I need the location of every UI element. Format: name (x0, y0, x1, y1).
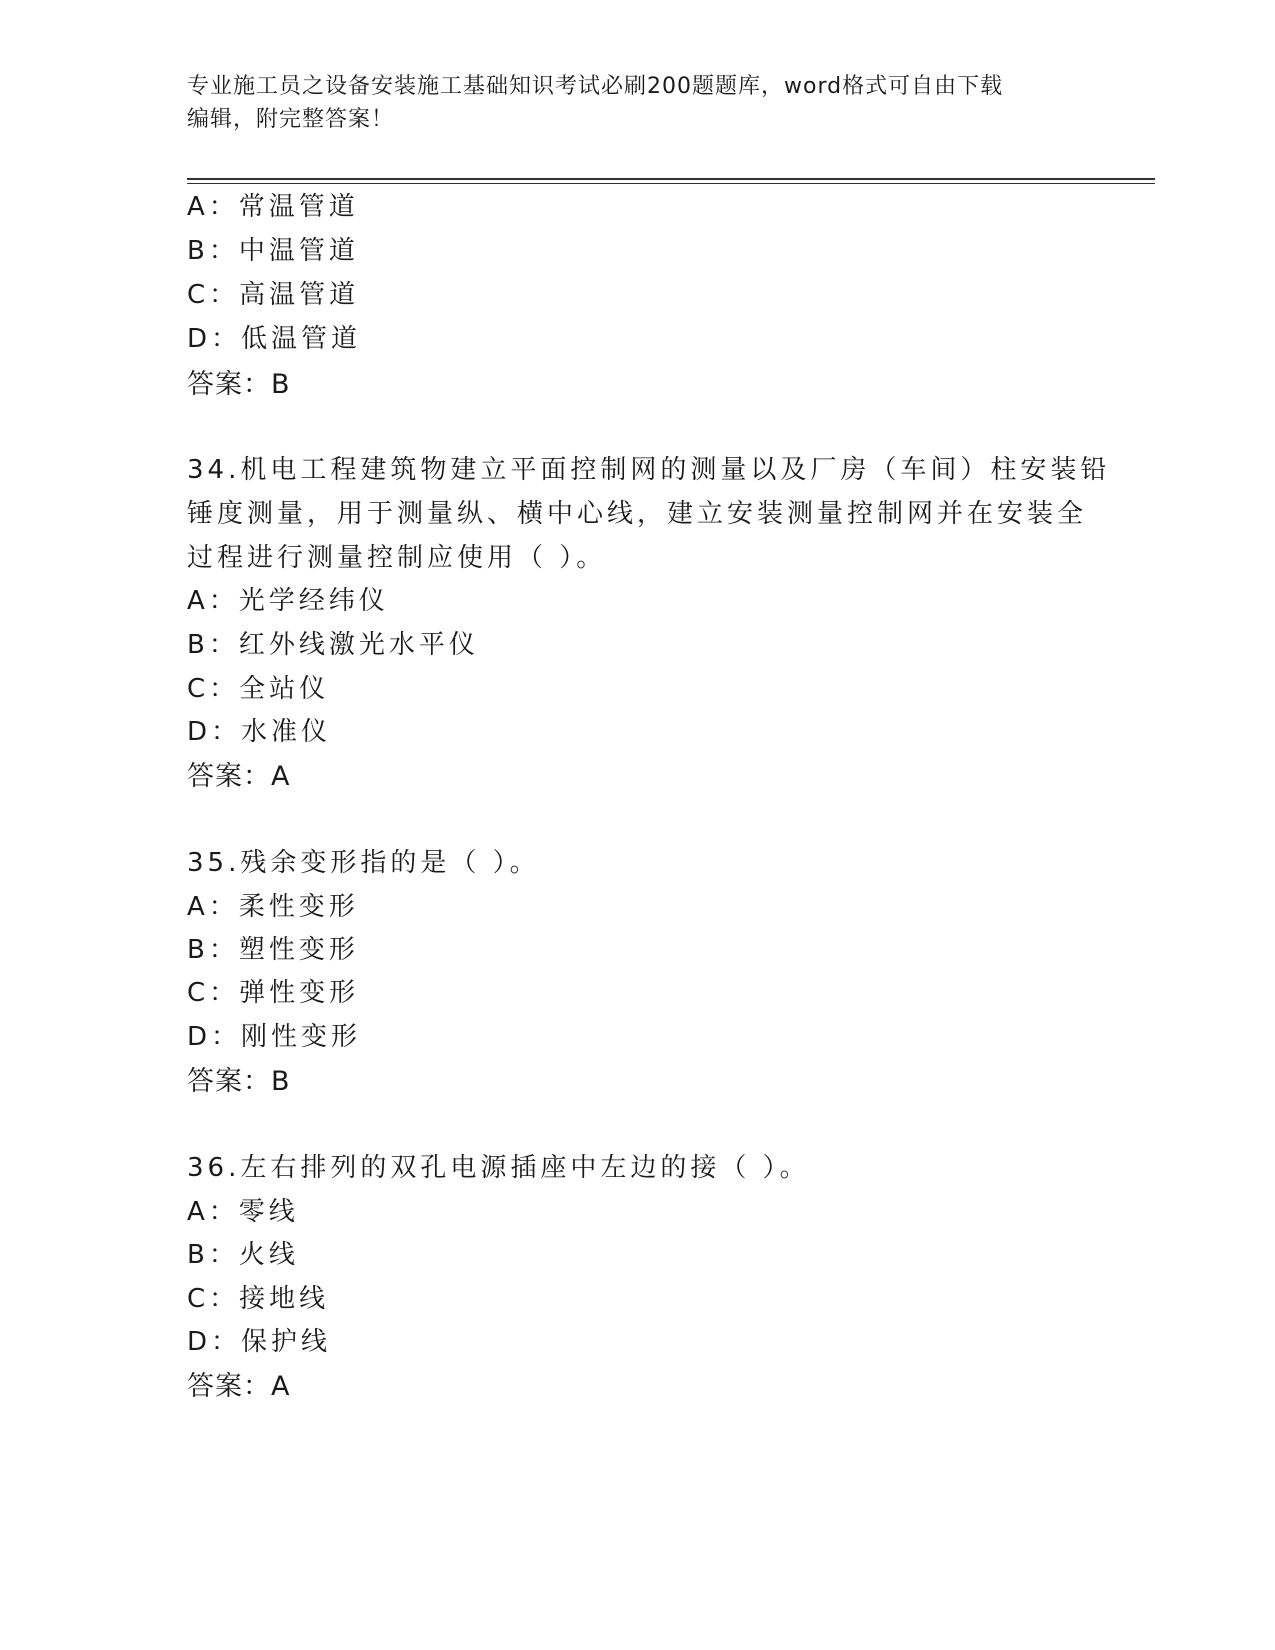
q33-option-c: C：高温管道 (187, 280, 360, 310)
q34-option-d: D：水准仪 (187, 717, 332, 747)
q34-option-c: C：全站仪 (187, 674, 330, 704)
q34-option-b: B：红外线激光水平仪 (187, 630, 479, 660)
q33-option-a: A：常温管道 (187, 192, 359, 222)
header-line-2: 编辑，附完整答案！ (187, 107, 395, 132)
q35-option-b: B：塑性变形 (187, 935, 359, 965)
q35-answer: 答案：B (187, 1066, 291, 1097)
q35-stem-line-1: 35.残余变形指的是（ ）。 (187, 848, 540, 878)
q34-answer: 答案：A (187, 761, 291, 792)
q36-option-c: C：接地线 (187, 1284, 330, 1314)
q33-option-d: D：低温管道 (187, 324, 362, 354)
q35-option-d: D：刚性变形 (187, 1022, 362, 1052)
q33-answer: 答案：B (187, 369, 291, 400)
header-rule-thick (187, 178, 1155, 180)
q34-stem-line-2: 锤度测量，用于测量纵、横中心线，建立安装测量控制网并在安装全 (187, 499, 1088, 529)
q36-option-d: D：保护线 (187, 1327, 332, 1357)
q36-option-a: A：零线 (187, 1197, 299, 1227)
header-rule-thin (187, 183, 1155, 184)
q35-option-a: A：柔性变形 (187, 892, 359, 922)
q36-answer: 答案：A (187, 1371, 291, 1402)
q35-option-c: C：弹性变形 (187, 978, 360, 1008)
document-header (187, 70, 1067, 136)
q36-option-b: B：火线 (187, 1240, 299, 1270)
q34-stem-line-1: 34.机电工程建筑物建立平面控制网的测量以及厂房（车间）柱安装铅 (187, 455, 1111, 485)
q34-stem-line-3: 过程进行测量控制应使用（ ）。 (187, 543, 607, 573)
q34-option-a: A：光学经纬仪 (187, 586, 389, 616)
q36-stem-line-1: 36.左右排列的双孔电源插座中左边的接（ ）。 (187, 1153, 810, 1183)
header-line-1: 专业施工员之设备安装施工基础知识考试必刷200题题库，word格式可自由下载 (187, 74, 1004, 99)
q33-option-b: B：中温管道 (187, 236, 359, 266)
